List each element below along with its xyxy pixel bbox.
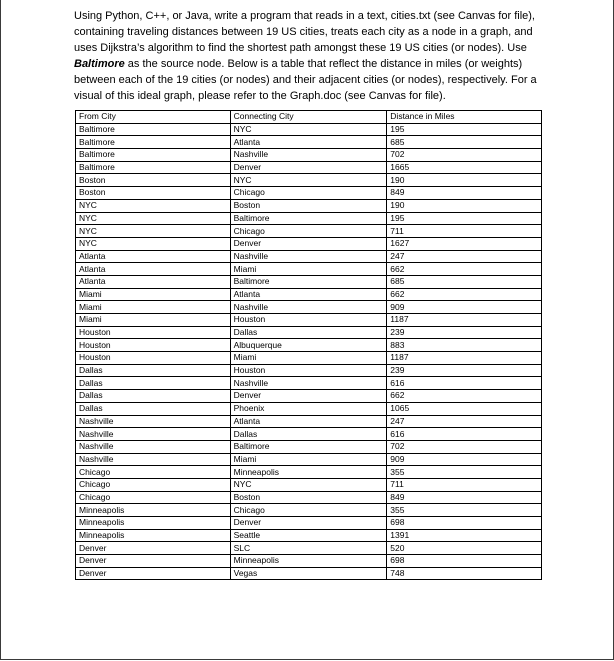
header-distance-miles: Distance in Miles [387, 111, 542, 124]
distance-cell: 1627 [387, 237, 542, 250]
distance-cell: 711 [387, 225, 542, 238]
from-city-cell: Houston [76, 352, 231, 365]
distance-cell: 662 [387, 263, 542, 276]
distance-cell: 711 [387, 478, 542, 491]
distance-cell: 662 [387, 390, 542, 403]
connecting-city-cell: Baltimore [230, 212, 387, 225]
connecting-city-cell: Nashville [230, 301, 387, 314]
distance-cell: 702 [387, 440, 542, 453]
table-row [76, 529, 542, 542]
from-city-cell: NYC [76, 199, 231, 212]
table-row [76, 453, 542, 466]
distance-cell: 355 [387, 504, 542, 517]
table-row [76, 542, 542, 555]
connecting-city-cell: Chicago [230, 504, 387, 517]
distance-cell: 239 [387, 326, 542, 339]
from-city-cell: Minneapolis [76, 504, 231, 517]
connecting-city-cell: Denver [230, 161, 387, 174]
distance-cell: 1187 [387, 352, 542, 365]
from-city-cell: Miami [76, 301, 231, 314]
assignment-prompt [74, 8, 544, 104]
table-row [76, 263, 542, 276]
connecting-city-cell: Nashville [230, 250, 387, 263]
from-city-cell: NYC [76, 225, 231, 238]
distance-table-body [76, 111, 542, 580]
from-city-cell: Nashville [76, 440, 231, 453]
connecting-city-cell: Houston [230, 364, 387, 377]
table-row [76, 275, 542, 288]
from-city-cell: NYC [76, 237, 231, 250]
from-city-cell: Minneapolis [76, 517, 231, 530]
distance-cell: 849 [387, 187, 542, 200]
table-row [76, 288, 542, 301]
connecting-city-cell: Denver [230, 237, 387, 250]
distance-cell: 909 [387, 453, 542, 466]
distance-cell: 698 [387, 555, 542, 568]
table-row [76, 161, 542, 174]
from-city-cell: Boston [76, 187, 231, 200]
from-city-cell: Nashville [76, 428, 231, 441]
table-row [76, 415, 542, 428]
table-row [76, 555, 542, 568]
table-row [76, 250, 542, 263]
distance-cell: 685 [387, 275, 542, 288]
table-row [76, 301, 542, 314]
distance-cell: 247 [387, 250, 542, 263]
connecting-city-cell: Miami [230, 453, 387, 466]
prompt-text-part1: Using Python, C++, or Java, write a program that reads in a text, cities.txt (see Canvas for file), containing traveling distances between 19 US cities, treats each city as a node in a graph, and uses Dijkstra’s algorithm to find the shortest path amongst these 19 US cities (or nodes). Use [74, 10, 535, 54]
from-city-cell: Miami [76, 288, 231, 301]
distance-cell: 195 [387, 123, 542, 136]
table-row [76, 314, 542, 327]
table-row [76, 326, 542, 339]
connecting-city-cell: Atlanta [230, 288, 387, 301]
from-city-cell: Denver [76, 567, 231, 580]
table-row [76, 339, 542, 352]
connecting-city-cell: Houston [230, 314, 387, 327]
distance-cell: 1665 [387, 161, 542, 174]
table-row [76, 428, 542, 441]
table-row [76, 174, 542, 187]
connecting-city-cell: Atlanta [230, 415, 387, 428]
header-from-city: From City [76, 111, 231, 124]
connecting-city-cell: Seattle [230, 529, 387, 542]
connecting-city-cell: Dallas [230, 326, 387, 339]
connecting-city-cell: Nashville [230, 149, 387, 162]
table-row [76, 187, 542, 200]
prompt-text-part2: as the source node. Below is a table that reflect the distance in miles (or weights) between each of the 19 cities (or nodes) and their adjacent cities (or nodes), respectively. For a visual of this ideal graph, please refer to the Graph.doc (see Canvas for file). [74, 58, 537, 102]
table-row [76, 212, 542, 225]
connecting-city-cell: Baltimore [230, 440, 387, 453]
table-row [76, 199, 542, 212]
from-city-cell: Nashville [76, 415, 231, 428]
connecting-city-cell: NYC [230, 174, 387, 187]
table-row [76, 504, 542, 517]
from-city-cell: Baltimore [76, 123, 231, 136]
connecting-city-cell: Vegas [230, 567, 387, 580]
distance-cell: 616 [387, 428, 542, 441]
table-row [76, 390, 542, 403]
from-city-cell: Dallas [76, 377, 231, 390]
table-row [76, 377, 542, 390]
distance-cell: 702 [387, 149, 542, 162]
distance-cell: 195 [387, 212, 542, 225]
distance-cell: 685 [387, 136, 542, 149]
from-city-cell: Denver [76, 542, 231, 555]
distance-cell: 239 [387, 364, 542, 377]
connecting-city-cell: NYC [230, 123, 387, 136]
distance-cell: 883 [387, 339, 542, 352]
from-city-cell: Atlanta [76, 250, 231, 263]
connecting-city-cell: Nashville [230, 377, 387, 390]
from-city-cell: Boston [76, 174, 231, 187]
table-row [76, 352, 542, 365]
from-city-cell: Atlanta [76, 263, 231, 276]
from-city-cell: Baltimore [76, 161, 231, 174]
distance-cell: 190 [387, 199, 542, 212]
from-city-cell: NYC [76, 212, 231, 225]
distance-cell: 520 [387, 542, 542, 555]
connecting-city-cell: SLC [230, 542, 387, 555]
connecting-city-cell: Phoenix [230, 402, 387, 415]
table-row [76, 440, 542, 453]
distance-cell: 849 [387, 491, 542, 504]
connecting-city-cell: Atlanta [230, 136, 387, 149]
distance-cell: 662 [387, 288, 542, 301]
distance-cell: 1391 [387, 529, 542, 542]
distance-cell: 748 [387, 567, 542, 580]
from-city-cell: Nashville [76, 453, 231, 466]
connecting-city-cell: Boston [230, 199, 387, 212]
connecting-city-cell: Boston [230, 491, 387, 504]
from-city-cell: Denver [76, 555, 231, 568]
table-row [76, 225, 542, 238]
distance-cell: 190 [387, 174, 542, 187]
table-row [76, 517, 542, 530]
connecting-city-cell: Denver [230, 390, 387, 403]
table-row [76, 466, 542, 479]
table-row [76, 136, 542, 149]
distance-cell: 616 [387, 377, 542, 390]
from-city-cell: Chicago [76, 466, 231, 479]
from-city-cell: Baltimore [76, 136, 231, 149]
connecting-city-cell: Dallas [230, 428, 387, 441]
from-city-cell: Minneapolis [76, 529, 231, 542]
table-row [76, 364, 542, 377]
distance-cell: 1187 [387, 314, 542, 327]
from-city-cell: Houston [76, 326, 231, 339]
connecting-city-cell: Denver [230, 517, 387, 530]
from-city-cell: Dallas [76, 402, 231, 415]
from-city-cell: Dallas [76, 364, 231, 377]
connecting-city-cell: Baltimore [230, 275, 387, 288]
connecting-city-cell: Minneapolis [230, 555, 387, 568]
from-city-cell: Houston [76, 339, 231, 352]
header-connecting-city: Connecting City [230, 111, 387, 124]
table-row [76, 237, 542, 250]
connecting-city-cell: Chicago [230, 187, 387, 200]
distance-cell: 247 [387, 415, 542, 428]
table-row [76, 402, 542, 415]
connecting-city-cell: Miami [230, 352, 387, 365]
distance-table [75, 110, 542, 580]
from-city-cell: Atlanta [76, 275, 231, 288]
from-city-cell: Dallas [76, 390, 231, 403]
from-city-cell: Baltimore [76, 149, 231, 162]
distance-cell: 698 [387, 517, 542, 530]
from-city-cell: Chicago [76, 491, 231, 504]
table-row [76, 149, 542, 162]
from-city-cell: Chicago [76, 478, 231, 491]
connecting-city-cell: Chicago [230, 225, 387, 238]
connecting-city-cell: NYC [230, 478, 387, 491]
connecting-city-cell: Minneapolis [230, 466, 387, 479]
table-row [76, 567, 542, 580]
table-header-row [76, 111, 542, 124]
table-row [76, 123, 542, 136]
distance-cell: 909 [387, 301, 542, 314]
source-node-name: Baltimore [74, 58, 125, 70]
table-row [76, 491, 542, 504]
from-city-cell: Miami [76, 314, 231, 327]
connecting-city-cell: Miami [230, 263, 387, 276]
distance-cell: 1065 [387, 402, 542, 415]
distance-cell: 355 [387, 466, 542, 479]
table-row [76, 478, 542, 491]
connecting-city-cell: Albuquerque [230, 339, 387, 352]
